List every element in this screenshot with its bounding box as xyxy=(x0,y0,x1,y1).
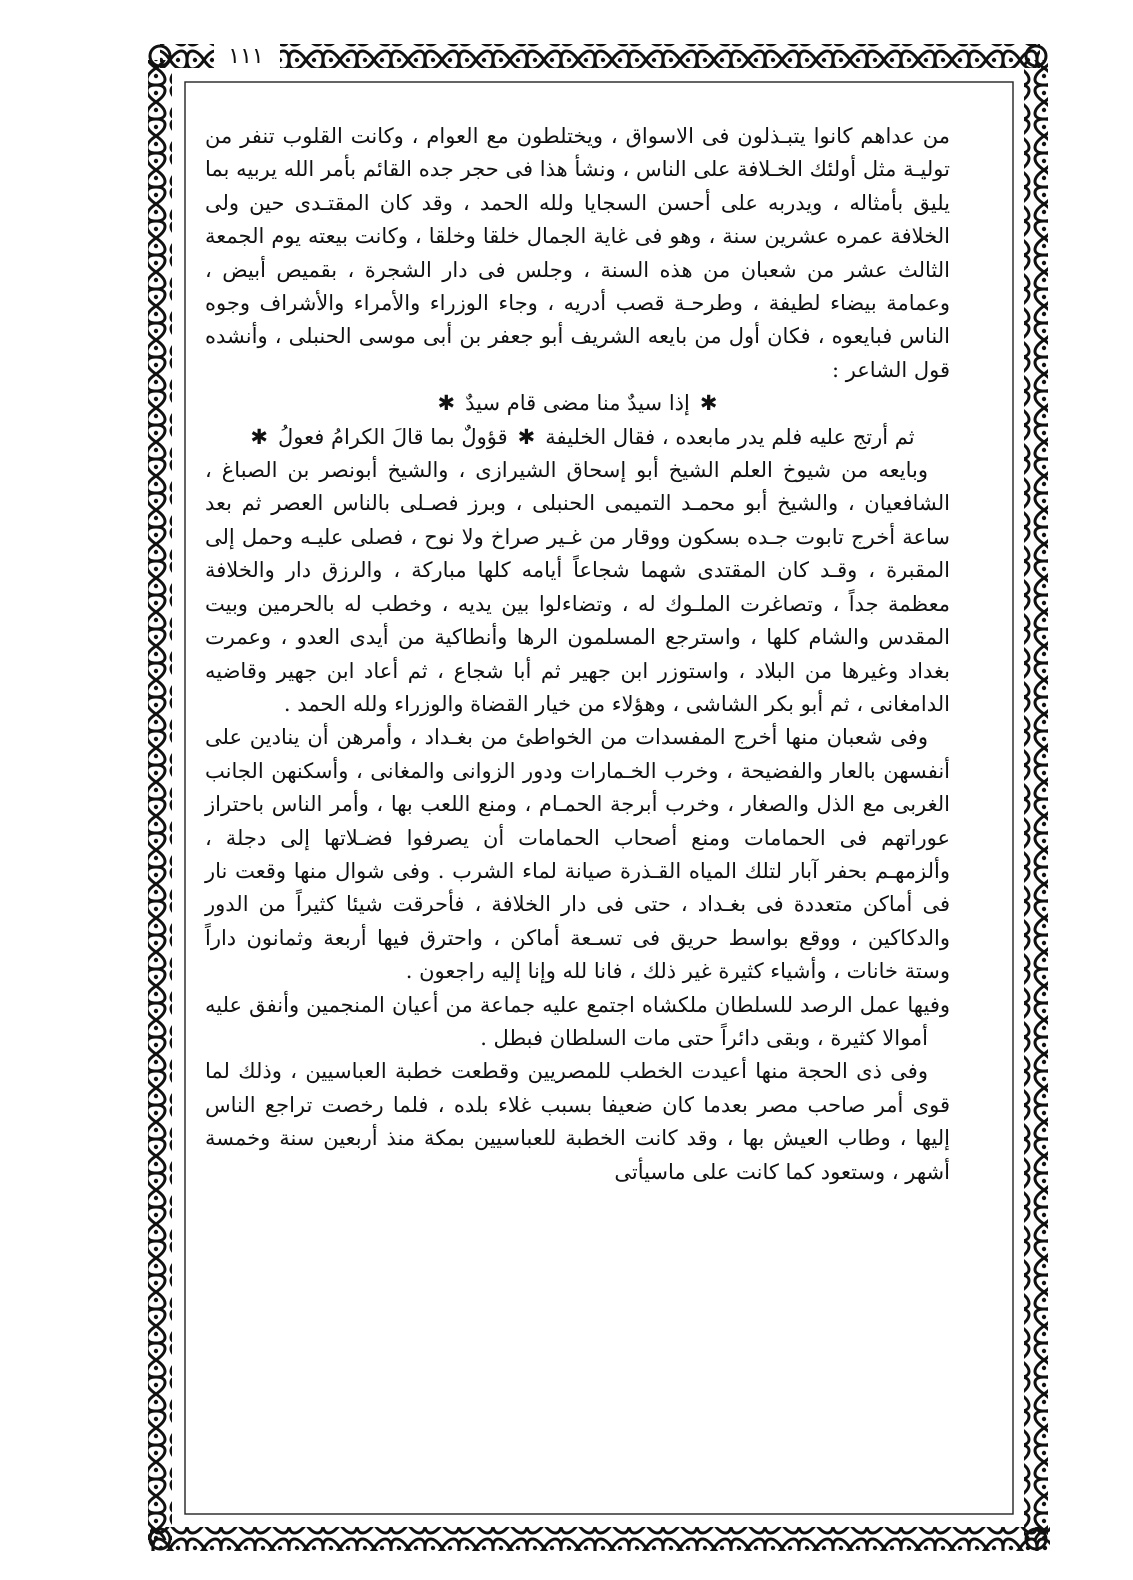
page-body xyxy=(205,120,950,1510)
verse-line-2 xyxy=(205,421,950,454)
page-number: ١١١ xyxy=(216,44,276,70)
paragraph-5: وفى ذى الحجة منها أعيدت الخطب للمصريين وقطعت خطبة العباسيين ، وذلك لما قوى أمر صاحب مصر بعدما كان ضعيفا بسبب غلاء بلده ، فلما رخصت تراجع الناس إليها ، وطاب العيش بها ، وقد كانت الخطبة للعباسيين بمكة منذ أربعين سنة وخمسة أشهر ، وستعود كما كانت على ماسيأتى xyxy=(205,1059,950,1184)
verse-1: إذا سيدٌ منا مضى قام سيدٌ xyxy=(465,391,690,416)
paragraph-3: وفى شعبان منها أخرج المفسدات من الخواطئ من بغـداد ، وأمرهن أن ينادين على أنفسهن بالعار والفضيحة ، وخرب الخـمارات ودور الزوانى والمغانى ، وأسكنهن الجانب الغربى مع الذل والصغار ، وخرب أبرجة الحمـام ، ومنع اللعب بها ، وأمر الناس باحتراز عوراتهم فى الحمامات ومنع أصحاب الحمامات أن يصرفوا فضـلاتها إلى دجلة ، وألزمهـم بحفر آبار لتلك المياه القـذرة صيانة لماء الشرب . وفى شوال منها وقعت نار فى أماكن متعددة فى بغـداد ، حتى فى دار الخلافة ، فأحرقت شيئا كثيراً من الدور والدكاكين ، ووقع بواسط حريق فى تسـعة أماكن ، واحترق فيها أربعة وثمانون داراً وستة خانات ، وأشياء كثيرة غير ذلك ، فانا لله وإنا إليه راجعون . xyxy=(205,725,950,984)
paragraph-4: وفيها عمل الرصد للسلطان ملكشاه اجتمع عليه جماعة من أعيان المنجمين وأنفق عليه أموالا كثيرة ، وبقى دائراً حتى مات السلطان فبطل . xyxy=(205,992,950,1050)
verse-2: قؤولٌ بما قالَ الكرامُ فعولُ xyxy=(278,424,508,449)
paragraph-1: من عداهم كانوا يتبـذلون فى الاسواق ، ويختلطون مع العوام ، وكانت القلوب تنفر من توليـة مثل أولئك الخـلافة على الناس ، ونشأ هذا فى حجر جده القائم بأمر الله يربيه بما يليق بأمثاله ، ويدربه على أحسن السجايا ولله الحمد ، وقد كان المقتـدى حين ولى الخلافة عمره عشرين سنة ، وهو فى غاية الجمال خلقا وخلقا ، وكانت بيعته يوم الجمعة الثالث عشر من شعبان من هذه السنة ، وجلس فى دار الشجرة ، بقميص أبيض ، وعمامة بيضاء لطيفة ، وطرحـة قصب أدريه ، وجاء الوزراء والأمراء والأشراف وجوه الناس فبايعوه ، فكان أول من بايعه الشريف أبو جعفر بن أبى موسى الحنبلى ، وأنشده قول الشاعر : xyxy=(205,124,950,382)
star-ornament-icon: ✱ xyxy=(699,391,718,416)
star-ornament-icon: ✱ xyxy=(517,424,536,449)
star-ornament-icon: ✱ xyxy=(437,391,456,416)
paragraph-2: وبايعه من شيوخ العلم الشيخ أبو إسحاق الشيرازى ، والشيخ أبونصر بن الصباغ ، الشافعيان ، والشيخ أبو محمـد التميمى الحنبلى ، وبرز فصـلى بالناس العصر ثم بعد ساعة أخرج تابوت جـده بسكون ووقار من غـير صراخ ولا نوح ، فصلى عليـه وحمل إلى المقبرة ، وقـد كان المقتدى شهما شجاعاً أيامه كلها مباركة ، والرزق دار والخلافة معظمة جداً ، وتصاغرت الملـوك له ، وتضاءلوا بين يديه ، وخطب له بالحرمين وبيت المقدس والشام كلها ، واسترجع المسلمون الرها وأنطاكية من أيدى العدو ، وعمرت بغداد وغيرها من البلاد ، واستوزر ابن جهير ثم أبا شجاع ، ثم أعاد ابن جهير وقاضيه الدامغانى ، ثم أبو بكر الشاشى ، وهؤلاء من خيار القضاة والوزراء ولله الحمد . xyxy=(205,458,950,716)
star-ornament-icon: ✱ xyxy=(250,424,269,449)
verse-intro: ثم أرتج عليه فلم يدر مابعده ، فقال الخليفة xyxy=(545,424,915,449)
verse-line-1 xyxy=(205,387,950,420)
